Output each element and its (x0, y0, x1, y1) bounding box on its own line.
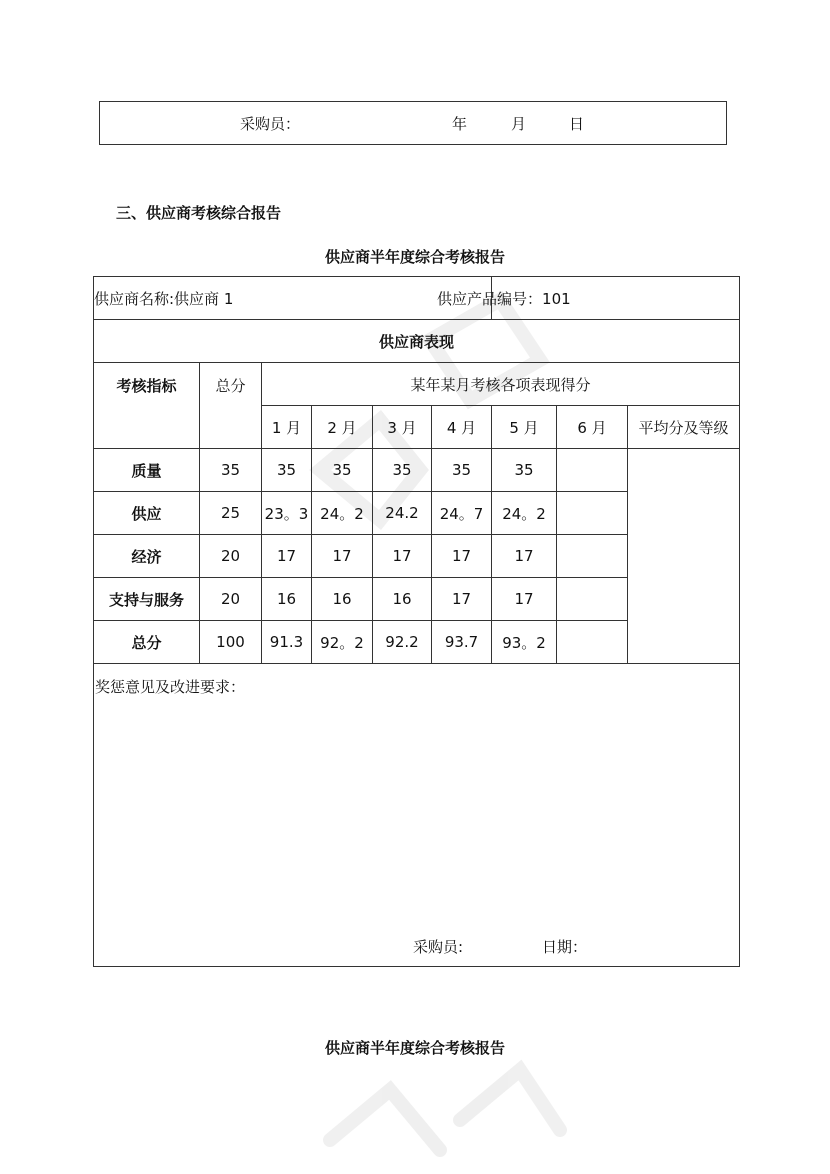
supplier-name: 供应商名称:供应商 1 (94, 277, 492, 320)
score-cell: 35 (262, 449, 312, 492)
score-cell: 17 (492, 578, 557, 621)
score-cell (557, 535, 628, 578)
score-cell: 17 (432, 578, 492, 621)
header-row-1 (94, 363, 740, 406)
day-label: 日 (569, 115, 585, 133)
score-cell: 16 (262, 578, 312, 621)
product-number-label: 供应产品编号：101 (437, 289, 571, 308)
row-label-total: 总分 (94, 621, 200, 664)
header-month-1: 1 月 (262, 406, 312, 449)
report-title-next: 供应商半年度综合考核报告 (324, 1039, 505, 1057)
header-month-2: 2 月 (312, 406, 373, 449)
score-cell: 92。2 (312, 621, 373, 664)
average-grade-cell (628, 449, 740, 664)
score-cell: 91.3 (262, 621, 312, 664)
score-cell: 35 (312, 449, 373, 492)
supplier-report-table (93, 276, 740, 967)
row-label-supply: 供应 (94, 492, 200, 535)
remarks-row (94, 664, 740, 967)
score-cell: 93.7 (432, 621, 492, 664)
header-monthly-title: 某年某月考核各项表现得分 (262, 363, 740, 406)
score-cell: 17 (432, 535, 492, 578)
remarks-date-label: 日期： (542, 938, 588, 956)
score-cell: 92.2 (373, 621, 432, 664)
score-cell: 17 (312, 535, 373, 578)
header-month-5: 5 月 (492, 406, 557, 449)
score-cell: 35 (432, 449, 492, 492)
month-label: 月 (511, 115, 527, 133)
section-heading: 三、供应商考核综合报告 (116, 204, 282, 222)
header-month-4: 4 月 (432, 406, 492, 449)
report-title: 供应商半年度综合考核报告 (324, 248, 505, 266)
header-total-score: 总分 (200, 363, 262, 449)
performance-header: 供应商表现 (94, 320, 740, 363)
score-cell (557, 449, 628, 492)
table-row (94, 449, 740, 492)
header-indicator: 考核指标 (94, 363, 200, 449)
row-total: 25 (200, 492, 262, 535)
row-label-quality: 质量 (94, 449, 200, 492)
year-label: 年 (452, 115, 468, 133)
score-cell: 24。7 (432, 492, 492, 535)
row-total: 100 (200, 621, 262, 664)
header-month-6: 6 月 (557, 406, 628, 449)
score-cell: 16 (373, 578, 432, 621)
supplier-info-row (94, 277, 740, 320)
remarks-label: 奖惩意见及改进要求： (95, 678, 246, 696)
signature-box (99, 101, 727, 145)
score-cell: 24.2 (373, 492, 432, 535)
row-total: 35 (200, 449, 262, 492)
score-cell: 93。2 (492, 621, 557, 664)
score-cell: 17 (492, 535, 557, 578)
score-cell (557, 578, 628, 621)
product-number (437, 277, 740, 320)
score-cell: 17 (262, 535, 312, 578)
row-total: 20 (200, 578, 262, 621)
performance-header-row (94, 320, 740, 363)
score-cell: 17 (373, 535, 432, 578)
score-cell: 35 (492, 449, 557, 492)
score-cell (557, 492, 628, 535)
remarks-area (94, 664, 739, 966)
score-cell (557, 621, 628, 664)
remarks-cell (94, 664, 740, 967)
score-cell: 35 (373, 449, 432, 492)
score-cell: 24。2 (492, 492, 557, 535)
remarks-buyer-label: 采购员: (413, 938, 464, 956)
buyer-label: 采购员： (240, 115, 301, 133)
header-month-3: 3 月 (373, 406, 432, 449)
row-total: 20 (200, 535, 262, 578)
header-average: 平均分及等级 (628, 406, 740, 449)
row-label-support: 支持与服务 (94, 578, 200, 621)
score-cell: 16 (312, 578, 373, 621)
score-cell: 23。3 (262, 492, 312, 535)
row-label-economy: 经济 (94, 535, 200, 578)
score-cell: 24。2 (312, 492, 373, 535)
